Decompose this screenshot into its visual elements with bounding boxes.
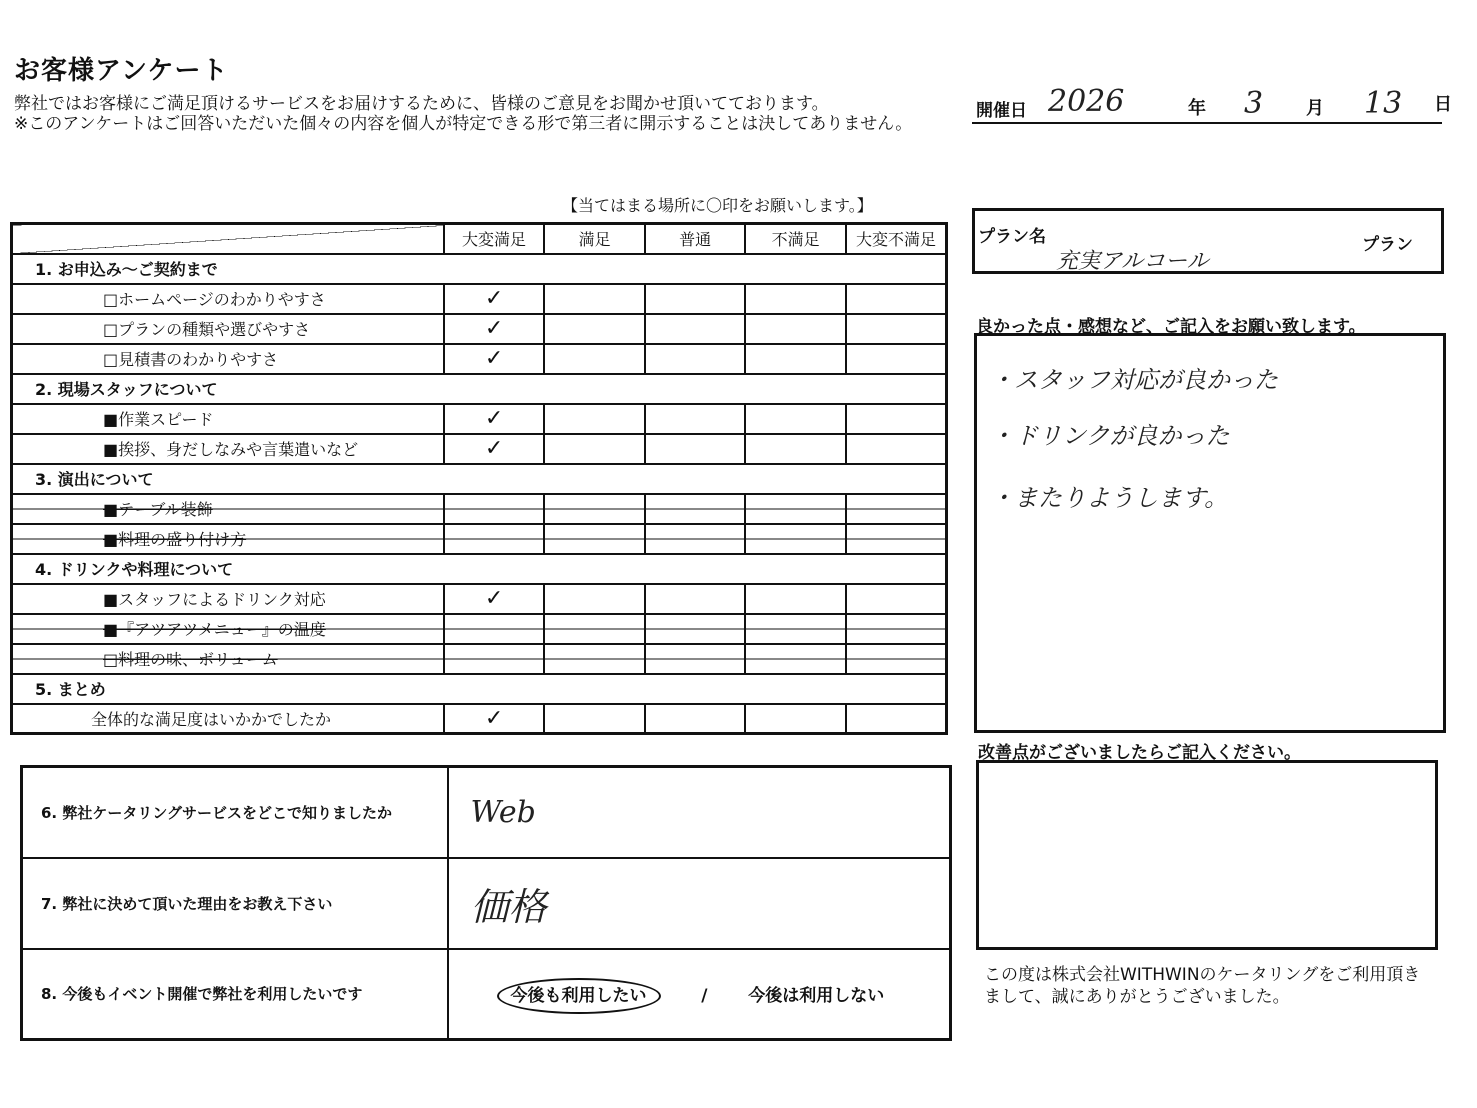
good-points-label: 良かった点・感想など、ご記入をお願い致します。 xyxy=(976,317,1366,337)
date-year-value: 2026 xyxy=(1048,84,1125,119)
question-8: 8. 今後もイベント開催で弊社を利用したいです xyxy=(22,949,448,1040)
table-row xyxy=(12,584,947,614)
rating-cell[interactable] xyxy=(846,704,947,734)
question-row xyxy=(22,949,951,1040)
rating-cell[interactable] xyxy=(645,284,746,314)
check-mark[interactable]: ✓ xyxy=(444,434,545,464)
table-corner xyxy=(12,224,444,254)
answer-7[interactable]: 価格 xyxy=(448,858,951,949)
rating-cell[interactable] xyxy=(846,614,947,644)
rating-cell[interactable] xyxy=(846,434,947,464)
rating-cell[interactable] xyxy=(745,524,846,554)
check-mark[interactable]: ✓ xyxy=(444,344,545,374)
date-label: 開催日 xyxy=(976,101,1027,121)
item-label: ■スタッフによるドリンク対応 xyxy=(12,584,444,614)
good-point-line: ・スタッフ対応が良かった xyxy=(990,366,1278,394)
col-satisfied: 満足 xyxy=(544,224,645,254)
plan-label: プラン名 xyxy=(978,227,1046,247)
item-label-text: ■『アツアツメニュー』の温度 xyxy=(103,620,326,639)
rating-cell[interactable] xyxy=(544,314,645,344)
item-label xyxy=(12,494,444,524)
intro-line-2: ※このアンケートはご回答いただいた個々の内容を個人が特定できる形で第三者に開示することは決してありません。 xyxy=(14,114,913,134)
option-will-not-use[interactable]: 今後は利用しない xyxy=(748,986,885,1007)
rating-cell[interactable] xyxy=(745,344,846,374)
rating-cell[interactable] xyxy=(645,704,746,734)
section-3-heading: 3. 演出について xyxy=(12,464,947,494)
rating-cell[interactable] xyxy=(745,614,846,644)
table-row xyxy=(12,644,947,674)
rating-cell[interactable] xyxy=(846,284,947,314)
item-label: ■挨拶、身だしなみや言葉遣いなど xyxy=(12,434,444,464)
rating-cell[interactable] xyxy=(745,494,846,524)
item-label: □ホームページのわかりやすさ xyxy=(12,284,444,314)
date-month-unit: 月 xyxy=(1306,98,1324,119)
rating-cell[interactable] xyxy=(544,344,645,374)
table-row xyxy=(12,704,947,734)
item-label: □見積書のわかりやすさ xyxy=(12,344,444,374)
rating-cell[interactable] xyxy=(444,494,545,524)
rating-cell[interactable] xyxy=(645,434,746,464)
intro-text xyxy=(14,94,944,134)
rating-cell[interactable] xyxy=(846,404,947,434)
date-day-unit: 日 xyxy=(1434,94,1452,115)
table-row xyxy=(12,434,947,464)
item-label xyxy=(12,644,444,674)
table-row xyxy=(12,404,947,434)
rating-cell[interactable] xyxy=(745,704,846,734)
section-4-heading: 4. ドリンクや料理について xyxy=(12,554,947,584)
rating-cell[interactable] xyxy=(444,644,545,674)
date-year-unit: 年 xyxy=(1188,98,1206,119)
item-label: 全体的な満足度はいかかでしたか xyxy=(12,704,444,734)
rating-cell[interactable] xyxy=(645,404,746,434)
plan-suffix: プラン xyxy=(1362,235,1413,255)
page-title: お客様アンケート xyxy=(14,56,229,86)
question-row xyxy=(22,858,951,949)
rating-cell[interactable] xyxy=(544,614,645,644)
rating-cell[interactable] xyxy=(745,284,846,314)
improvements-label: 改善点がございましたらご記入ください。 xyxy=(978,743,1301,763)
rating-cell[interactable] xyxy=(846,644,947,674)
option-will-use-again[interactable]: 今後も利用したい xyxy=(497,978,661,1014)
rating-cell[interactable] xyxy=(544,284,645,314)
question-row xyxy=(22,767,951,858)
good-point-line: ・ドリンクが良かった xyxy=(990,422,1230,450)
questions-table xyxy=(20,765,952,1041)
rating-cell[interactable] xyxy=(645,584,746,614)
table-row xyxy=(12,344,947,374)
table-header-row xyxy=(12,224,947,254)
thanks-text: この度は株式会社WITHWINのケータリングをご利用頂きまして、誠にありがとうございました。 xyxy=(984,965,1421,1007)
rating-cell[interactable] xyxy=(544,494,645,524)
rating-cell[interactable] xyxy=(745,434,846,464)
table-row xyxy=(12,314,947,344)
option-separator: / xyxy=(701,986,708,1007)
rating-cell[interactable] xyxy=(444,614,545,644)
satisfaction-table xyxy=(10,222,948,735)
table-row xyxy=(12,614,947,644)
rating-cell[interactable] xyxy=(846,314,947,344)
col-very-dissatisfied: 大変不満足 xyxy=(846,224,947,254)
rating-cell[interactable] xyxy=(645,494,746,524)
plan-name-value: 充実アルコール xyxy=(1056,249,1209,274)
section-row xyxy=(12,374,947,404)
intro-line-1: 弊社ではお客様にご満足頂けるサービスをお届けするために、皆様のご意見をお聞かせ頂いてております。 xyxy=(14,94,829,114)
rating-cell[interactable] xyxy=(544,434,645,464)
section-row xyxy=(12,554,947,584)
rating-cell[interactable] xyxy=(645,344,746,374)
rating-cell[interactable] xyxy=(846,584,947,614)
date-day-value: 13 xyxy=(1364,86,1403,121)
section-5-heading: 5. まとめ xyxy=(12,674,947,704)
rating-cell[interactable] xyxy=(745,644,846,674)
rating-cell[interactable] xyxy=(745,584,846,614)
answer-6[interactable]: Web xyxy=(448,767,951,858)
check-mark[interactable]: ✓ xyxy=(444,314,545,344)
question-7: 7. 弊社に決めて頂いた理由をお教え下さい xyxy=(22,858,448,949)
table-row xyxy=(12,524,947,554)
rating-cell[interactable] xyxy=(745,404,846,434)
col-very-satisfied: 大変満足 xyxy=(444,224,545,254)
section-1-heading: 1. お申込み～ご契約まで xyxy=(12,254,947,284)
rating-cell[interactable] xyxy=(544,704,645,734)
table-row xyxy=(12,284,947,314)
item-label-text: □料理の味、ボリューム xyxy=(103,650,278,669)
item-label: □プランの種類や選びやすさ xyxy=(12,314,444,344)
item-label xyxy=(12,614,444,644)
section-row xyxy=(12,254,947,284)
rating-cell[interactable] xyxy=(444,524,545,554)
rating-cell[interactable] xyxy=(745,314,846,344)
rating-cell[interactable] xyxy=(645,524,746,554)
table-row xyxy=(12,494,947,524)
check-mark[interactable]: ✓ xyxy=(444,584,545,614)
col-neutral: 普通 xyxy=(645,224,746,254)
improvements-box[interactable] xyxy=(976,760,1438,950)
rating-cell[interactable] xyxy=(544,404,645,434)
section-row xyxy=(12,464,947,494)
section-2-heading: 2. 現場スタッフについて xyxy=(12,374,947,404)
question-6: 6. 弊社ケータリングサービスをどこで知りましたか xyxy=(22,767,448,858)
instruction-text: 【当てはまる場所に〇印をお願いします。】 xyxy=(562,196,873,215)
answer-8 xyxy=(448,949,951,1040)
col-dissatisfied: 不満足 xyxy=(745,224,846,254)
rating-cell[interactable] xyxy=(645,614,746,644)
rating-cell[interactable] xyxy=(544,524,645,554)
item-label xyxy=(12,524,444,554)
rating-cell[interactable] xyxy=(645,644,746,674)
rating-cell[interactable] xyxy=(544,644,645,674)
check-mark[interactable]: ✓ xyxy=(444,404,545,434)
item-label-text: ■料理の盛り付け方 xyxy=(103,530,247,549)
rating-cell[interactable] xyxy=(846,494,947,524)
section-row xyxy=(12,674,947,704)
check-mark[interactable]: ✓ xyxy=(444,704,545,734)
rating-cell[interactable] xyxy=(645,314,746,344)
rating-cell[interactable] xyxy=(846,524,947,554)
item-label: ■作業スピード xyxy=(12,404,444,434)
rating-cell[interactable] xyxy=(846,344,947,374)
rating-cell[interactable] xyxy=(544,584,645,614)
good-point-line: ・またりようします。 xyxy=(990,484,1229,512)
date-month-value: 3 xyxy=(1244,86,1264,121)
item-label-text: ■テーブル装飾 xyxy=(103,500,213,519)
check-mark[interactable]: ✓ xyxy=(444,284,545,314)
